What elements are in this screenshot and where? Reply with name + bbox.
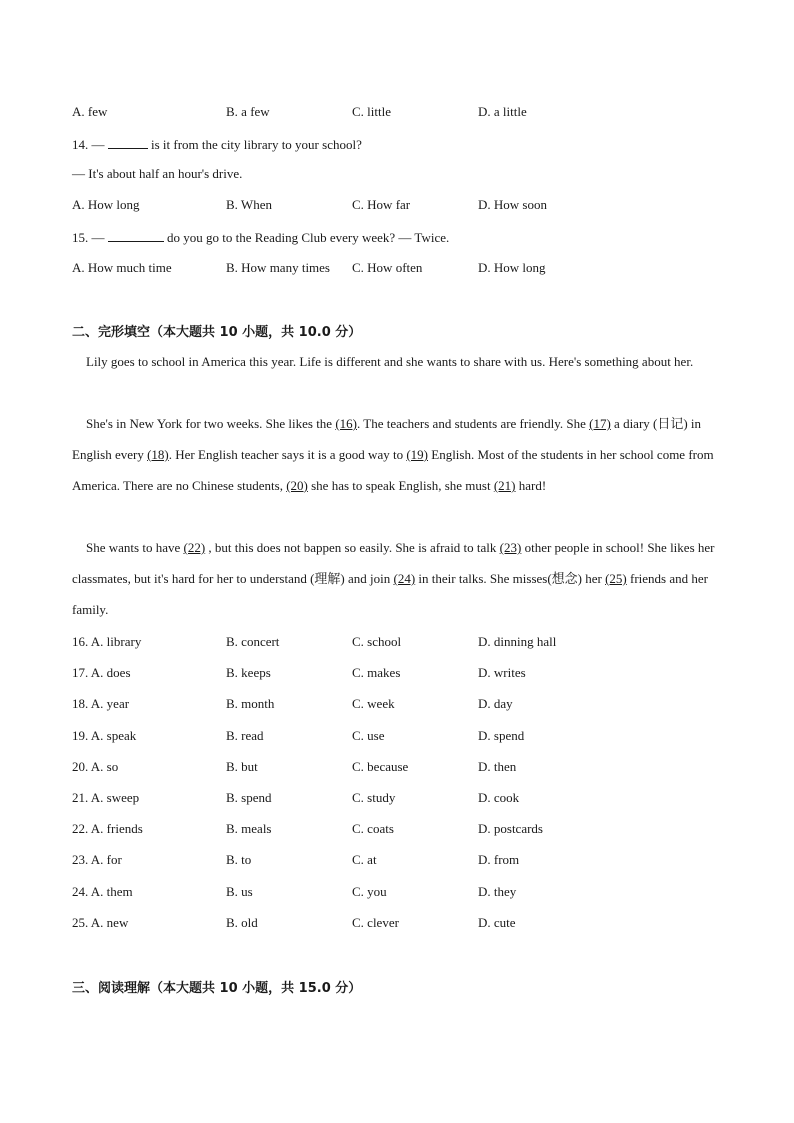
p3-text-2: , but this does not bappen so easily. She is afraid to talk — [205, 540, 500, 555]
q13-option-c: C. little — [352, 104, 391, 119]
q18-option-a: 18. A. year — [72, 696, 130, 711]
q14-option-a: A. How long — [72, 197, 140, 212]
q23-option-a: 23. A. for — [72, 852, 122, 867]
section3-heading — [72, 977, 361, 996]
q24-option-a: 24. A. them — [72, 884, 133, 899]
q23-option-c: C. at — [352, 852, 377, 867]
blank-19: (19) — [406, 447, 428, 462]
q22-option-b: B. meals — [226, 821, 272, 836]
q19-option-a: 19. A. speak — [72, 728, 137, 743]
p3-text-1: She wants to have — [86, 540, 184, 555]
q22-option-c: C. coats — [352, 821, 394, 836]
q25-option-d: D. cute — [478, 915, 516, 930]
q14-stem — [72, 135, 362, 153]
q15-options — [72, 260, 722, 278]
q18-options — [72, 696, 722, 714]
q23-option-d: D. from — [478, 852, 520, 867]
q17-option-b: B. keeps — [226, 665, 271, 680]
blank-25: (25) — [605, 571, 627, 586]
q15-stem — [72, 228, 449, 246]
q13-options — [72, 104, 722, 122]
q14-option-b: B. When — [226, 197, 272, 212]
q17-option-d: D. writes — [478, 665, 526, 680]
p2-text-7: hard! — [515, 478, 547, 493]
p3-text-3: other people in school! She likes her classmates, but it's hard for her to understand (理解) and join — [72, 540, 715, 586]
q15-option-d: D. How long — [478, 260, 546, 275]
q22-options — [72, 821, 722, 839]
q13-option-b: B. a few — [226, 104, 270, 119]
q19-option-c: C. use — [352, 728, 385, 743]
p2-text-2: . The teachers and students are friendly. She — [357, 416, 590, 431]
q22-option-d: D. postcards — [478, 821, 543, 836]
q25-option-c: C. clever — [352, 915, 399, 930]
q17-options — [72, 665, 722, 683]
q16-option-d: D. dinning hall — [478, 634, 557, 649]
q14-option-c: C. How far — [352, 197, 411, 212]
section3-heading-text: 三、阅读理解（本大题共 10 小题，共 15.0 分） — [72, 981, 362, 996]
p2-text-5: English. Most of the students in her school come from America. There are no Chinese students, — [72, 447, 714, 493]
q21-options — [72, 790, 722, 808]
q21-option-a: 21. A. sweep — [72, 790, 140, 805]
q25-option-b: B. old — [226, 915, 258, 930]
q19-option-b: B. read — [226, 728, 264, 743]
q16-option-a: 16. A. library — [72, 634, 142, 649]
q24-option-d: D. they — [478, 884, 517, 899]
p2-text-6: she has to speak English, she must — [307, 478, 494, 493]
p2-text-3: a diary (日记) in English every — [72, 416, 702, 462]
blank-24: (24) — [393, 571, 416, 586]
q20-options — [72, 759, 722, 777]
q19-options — [72, 728, 722, 746]
q17-option-a: 17. A. does — [72, 665, 131, 680]
blank-18: (18) — [147, 447, 169, 462]
q20-option-c: C. because — [352, 759, 409, 774]
q14-answer-line: — It's about half an hour's drive. — [72, 166, 243, 181]
q17-option-c: C. makes — [352, 665, 401, 680]
passage-paragraph-2 — [72, 408, 722, 501]
q14-prefix: 14. — — [72, 137, 105, 152]
q15-prefix: 15. — — [72, 230, 105, 245]
blank-21: (21) — [493, 478, 516, 493]
q23-option-b: B. to — [226, 852, 252, 867]
q20-option-d: D. then — [478, 759, 517, 774]
q21-option-d: D. cook — [478, 790, 520, 805]
passage-paragraph-1: Lily goes to school in America this year. Life is different and she wants to share with us. Here's something about her. — [86, 354, 694, 369]
section2-heading — [72, 321, 361, 340]
q24-option-c: C. you — [352, 884, 387, 899]
q19-option-d: D. spend — [478, 728, 525, 743]
q25-option-a: 25. A. new — [72, 915, 129, 930]
blank-16: (16) — [335, 416, 357, 431]
q25-options — [72, 915, 722, 933]
passage-paragraph-3 — [72, 532, 722, 625]
q14-suffix: is it from the city library to your school? — [151, 137, 362, 152]
q24-option-b: B. us — [226, 884, 253, 899]
blank-22: (22) — [183, 540, 206, 555]
p3-text-4: in their talks. She misses(想念) her — [415, 571, 606, 586]
q21-option-b: B. spend — [226, 790, 272, 805]
q15-option-a: A. How much time — [72, 260, 172, 275]
q15-suffix: do you go to the Reading Club every week? — Twice. — [167, 230, 450, 245]
q14-options — [72, 197, 722, 215]
q16-option-b: B. concert — [226, 634, 280, 649]
q14-option-d: D. How soon — [478, 197, 547, 212]
p2-text-1: She's in New York for two weeks. She likes the — [86, 416, 336, 431]
q21-option-c: C. study — [352, 790, 396, 805]
blank-17: (17) — [589, 416, 611, 431]
q15-blank — [108, 228, 164, 242]
q18-option-d: D. day — [478, 696, 513, 711]
q20-option-b: B. but — [226, 759, 258, 774]
q22-option-a: 22. A. friends — [72, 821, 143, 836]
q20-option-a: 20. A. so — [72, 759, 119, 774]
q13-option-a: A. few — [72, 104, 108, 119]
section2-heading-text: 二、完形填空（本大题共 10 小题，共 10.0 分） — [72, 325, 362, 340]
p3-text-5: friends and her family. — [72, 571, 708, 617]
q24-options — [72, 884, 722, 902]
blank-20: (20) — [286, 478, 308, 493]
q14-blank — [108, 135, 148, 149]
q18-option-b: B. month — [226, 696, 275, 711]
q16-option-c: C. school — [352, 634, 402, 649]
q16-options — [72, 634, 722, 652]
q18-option-c: C. week — [352, 696, 395, 711]
q15-option-c: C. How often — [352, 260, 423, 275]
blank-23: (23) — [499, 540, 522, 555]
q23-options — [72, 852, 722, 870]
q13-option-d: D. a little — [478, 104, 527, 119]
q15-option-b: B. How many times — [226, 260, 330, 275]
p2-text-4: . Her English teacher says it is a good way to — [168, 447, 407, 462]
